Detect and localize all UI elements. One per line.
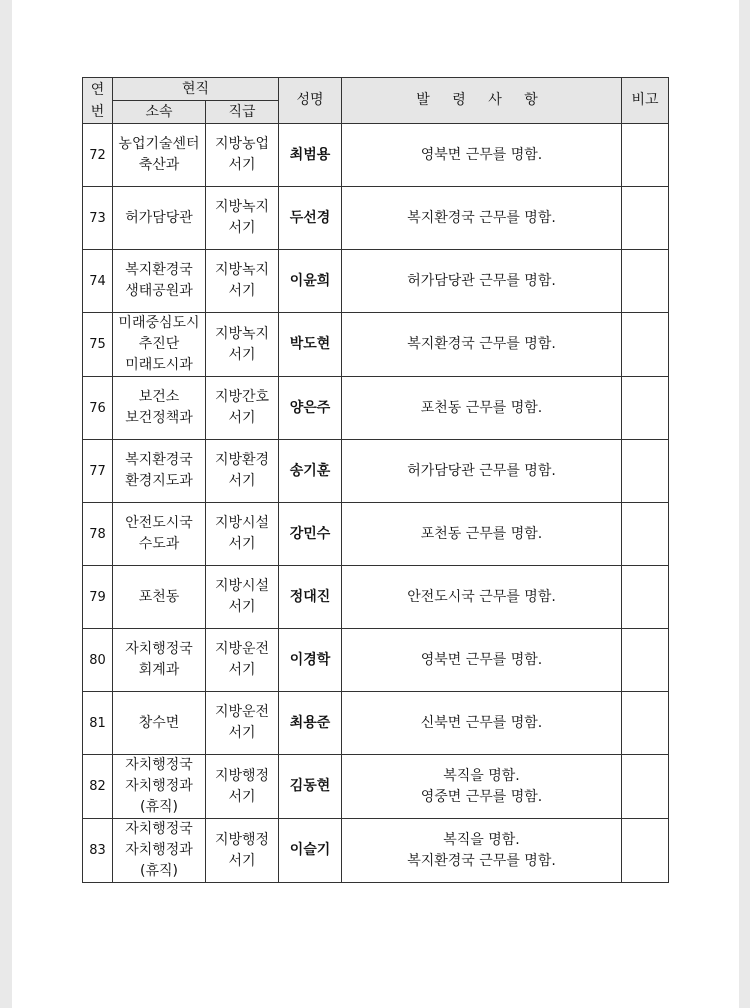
rank-cell-line: 지방시설 [214,578,270,594]
affiliation-cell-line: 허가담당관 [125,209,193,226]
table-row [83,819,669,883]
rank-cell [206,566,279,629]
affiliation-cell [113,187,206,250]
affiliation-cell [113,313,206,377]
header-affiliation: 소속 [113,101,206,124]
affiliation-cell [113,755,206,819]
affiliation-cell [113,566,206,629]
affiliation-cell-line: 포천동 [138,588,180,605]
appointment-order-cell-line: 복지환경국 근무를 명함. [407,209,556,226]
rank-cell-line: 지방녹지 [214,262,270,278]
rank-cell-line: 서기 [228,220,256,236]
appointment-order-cell [342,819,622,883]
name-cell: 이슬기 [279,819,342,883]
appointment-order-cell-line: 복지환경국 근무를 명함. [407,336,556,352]
remark-cell [622,313,669,377]
rank-cell [206,187,279,250]
appointment-order-cell-line: 허가담당관 근무를 명함. [407,462,556,479]
affiliation-cell-line: 창수면 [138,714,180,731]
appointment-order-cell [342,377,622,440]
name-cell: 이윤희 [279,250,342,313]
rank-cell [206,440,279,503]
affiliation-cell-line: (휴직) [140,799,178,815]
appointment-order-cell-line: 신북면 근무를 명함. [420,714,543,731]
remark-cell [622,377,669,440]
serial-no-cell: 81 [83,692,113,755]
serial-no-cell: 72 [83,124,113,187]
rank-cell [206,692,279,755]
table-row [83,250,669,313]
appointment-order-cell [342,692,622,755]
header-rank: 직급 [206,101,279,124]
affiliation-cell-line: 자치행정과 [125,842,193,858]
header-current-position: 현직 [113,78,279,101]
serial-no-cell: 76 [83,377,113,440]
table-row [83,124,669,187]
name-cell: 송기훈 [279,440,342,503]
rank-cell-line: 지방녹지 [214,199,270,215]
remark-cell [622,250,669,313]
header-name: 성명 [279,78,342,124]
affiliation-cell-line: 회계과 [138,662,180,678]
table-header [83,78,669,124]
rank-cell-line: 서기 [228,725,256,741]
remark-cell [622,124,669,187]
rank-cell-line: 지방행정 [214,767,270,784]
appointment-order-cell-line: 영중면 근무를 명함. [420,788,543,805]
table-row [83,755,669,819]
rank-cell-line: 서기 [228,852,256,869]
appointment-order-cell-line: 복직을 명함. [443,831,520,848]
rank-cell-line: 지방운전 [214,641,270,657]
serial-no-cell: 77 [83,440,113,503]
table-row [83,187,669,250]
appointment-order-cell [342,313,622,377]
affiliation-cell-line: 복지환경국 [125,452,193,468]
remark-cell [622,440,669,503]
affiliation-cell-line: 보건정책과 [125,410,193,426]
name-cell: 김동현 [279,755,342,819]
affiliation-cell-line: 수도과 [138,536,180,552]
name-cell: 두선경 [279,187,342,250]
serial-no-cell: 74 [83,250,113,313]
appointment-order-cell [342,755,622,819]
rank-cell-line: 지방농업 [214,136,270,152]
affiliation-cell-line: 미래중심도시 [118,315,200,331]
affiliation-cell [113,819,206,883]
appointment-order-cell-line: 영북면 근무를 명함. [420,146,543,163]
remark-cell [622,503,669,566]
serial-no-cell: 79 [83,566,113,629]
serial-no-cell: 83 [83,819,113,883]
table-row [83,377,669,440]
name-cell: 최범용 [279,124,342,187]
rank-cell [206,819,279,883]
name-cell: 이경학 [279,629,342,692]
appointment-order-cell [342,440,622,503]
remark-cell [622,755,669,819]
appointment-order-cell [342,503,622,566]
rank-cell-line: 서기 [228,599,256,615]
name-cell: 양은주 [279,377,342,440]
table-row [83,440,669,503]
affiliation-cell [113,440,206,503]
name-cell: 정대진 [279,566,342,629]
header-appointment-order: 발 령 사 항 [342,78,622,124]
table-row [83,566,669,629]
rank-cell-line: 지방행정 [214,831,270,848]
name-cell: 강민수 [279,503,342,566]
appointment-order-cell [342,566,622,629]
rank-cell-line: 서기 [228,283,256,299]
serial-no-cell: 80 [83,629,113,692]
affiliation-cell-line: 생태공원과 [125,283,193,299]
affiliation-cell-line: 축산과 [138,157,180,173]
rank-cell-line: 지방간호 [214,389,270,405]
affiliation-cell-line: 보건소 [138,389,180,405]
appointment-order-cell [342,187,622,250]
serial-no-cell: 78 [83,503,113,566]
affiliation-cell [113,124,206,187]
remark-cell [622,819,669,883]
table-row [83,629,669,692]
table-row [83,692,669,755]
rank-cell-line: 서기 [228,157,256,173]
serial-no-cell: 75 [83,313,113,377]
remark-cell [622,566,669,629]
rank-cell-line: 서기 [228,536,256,552]
rank-cell [206,124,279,187]
name-cell: 박도현 [279,313,342,377]
appointment-order-cell-line: 포천동 근무를 명함. [420,525,543,542]
affiliation-cell-line: 복지환경국 [125,262,193,278]
affiliation-cell [113,692,206,755]
header-serial-no: 연 번 [83,78,113,124]
rank-cell-line: 지방녹지 [214,325,270,342]
document-page [12,0,739,1008]
rank-cell-line: 서기 [228,346,256,363]
rank-cell-line: 지방시설 [214,515,270,531]
serial-no-cell: 82 [83,755,113,819]
rank-cell [206,250,279,313]
appointment-order-cell-line: 안전도시국 근무를 명함. [407,588,556,605]
affiliation-cell-line: 자치행정국 [125,821,193,837]
rank-cell [206,377,279,440]
affiliation-cell-line: 환경지도과 [125,473,193,489]
appointment-order-cell [342,124,622,187]
affiliation-cell-line: 미래도시과 [125,357,193,373]
table-body [83,124,669,883]
affiliation-cell [113,250,206,313]
table-row [83,313,669,377]
rank-cell-line: 지방환경 [214,452,270,468]
rank-cell [206,629,279,692]
appointment-order-cell-line: 복직을 명함. [443,767,520,784]
header-remark: 비고 [622,78,669,124]
table-row [83,503,669,566]
remark-cell [622,692,669,755]
affiliation-cell-line: 추진단 [138,336,180,352]
appointment-order-cell-line: 복지환경국 근무를 명함. [407,852,556,869]
appointment-order-cell [342,250,622,313]
remark-cell [622,629,669,692]
affiliation-cell-line: 자치행정국 [125,757,193,773]
rank-cell-line: 서기 [228,662,256,678]
affiliation-cell [113,629,206,692]
rank-cell-line: 서기 [228,410,256,426]
serial-no-cell: 73 [83,187,113,250]
affiliation-cell [113,503,206,566]
appointment-order-cell-line: 허가담당관 근무를 명함. [407,272,556,289]
appointment-order-cell-line: 포천동 근무를 명함. [420,399,543,416]
rank-cell [206,503,279,566]
rank-cell [206,313,279,377]
rank-cell-line: 서기 [228,473,256,489]
rank-cell-line: 지방운전 [214,704,270,720]
affiliation-cell [113,377,206,440]
personnel-table [82,77,669,883]
affiliation-cell-line: (휴직) [140,863,178,879]
name-cell: 최용준 [279,692,342,755]
affiliation-cell-line: 안전도시국 [125,515,193,531]
rank-cell-line: 서기 [228,788,256,805]
affiliation-cell-line: 농업기술센터 [118,136,200,152]
affiliation-cell-line: 자치행정국 [125,641,193,657]
remark-cell [622,187,669,250]
appointment-order-cell-line: 영북면 근무를 명함. [420,651,543,668]
rank-cell [206,755,279,819]
affiliation-cell-line: 자치행정과 [125,778,193,794]
appointment-order-cell [342,629,622,692]
